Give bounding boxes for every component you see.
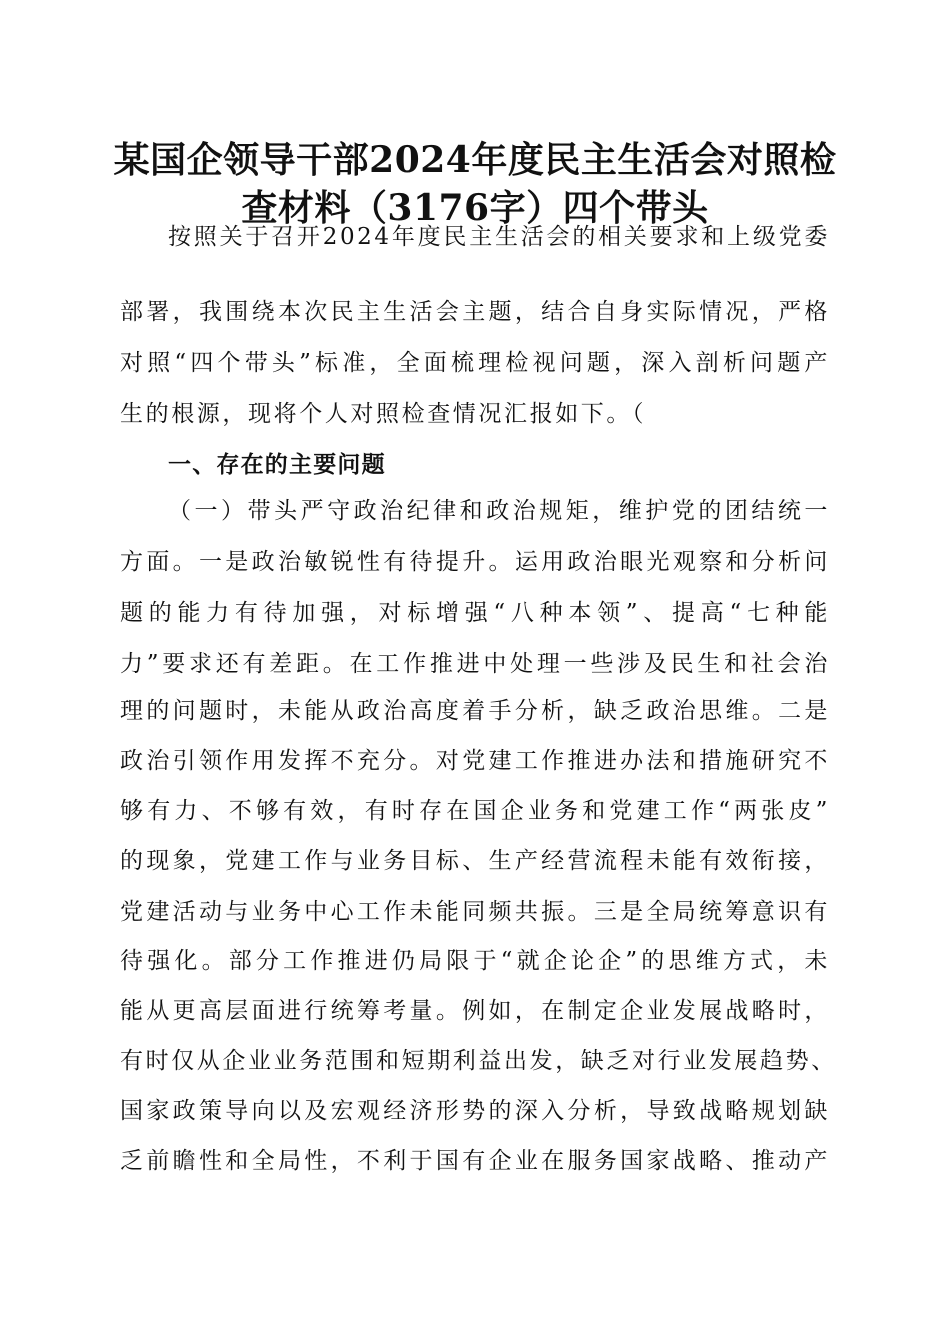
section-heading: 一、存在的主要问题 (168, 452, 386, 478)
intro-line-3: 对照“四个带头”标准，全面梳理检视问题，深入剖析问题产 (120, 350, 830, 376)
body-line-13: 国家政策导向以及宏观经济形势的深入分析，导致战略规划缺 (120, 1098, 830, 1124)
body-line-4: 力”要求还有差距。在工作推进中处理一些涉及民生和社会治 (120, 651, 830, 677)
body-line-3: 题的能力有待加强，对标增强“八种本领”、提高“七种能 (120, 600, 830, 626)
body-line-1: （一）带头严守政治纪律和政治规矩，维护党的团结统一 (168, 498, 830, 524)
intro-line-2: 部署，我围绕本次民主生活会主题，结合自身实际情况，严格 (120, 299, 830, 325)
body-line-10: 待强化。部分工作推进仍局限于“就企论企”的思维方式，未 (120, 948, 830, 974)
body-line-6: 政治引领作用发挥不充分。对党建工作推进办法和措施研究不 (120, 748, 830, 774)
body-line-8: 的现象，党建工作与业务目标、生产经营流程未能有效衔接， (120, 848, 830, 874)
intro-line-4: 生的根源，现将个人对照检查情况汇报如下。（ (120, 401, 647, 427)
body-line-14: 乏前瞻性和全局性，不利于国有企业在服务国家战略、推动产 (120, 1148, 830, 1174)
body-line-2: 方面。一是政治敏锐性有待提升。运用政治眼光观察和分析问 (120, 549, 830, 575)
body-line-7: 够有力、不够有效，有时存在国企业务和党建工作“两张皮” (120, 798, 830, 824)
document-title-line-1: 某国企领导干部2024年度民主生活会对照检 (113, 139, 837, 181)
intro-line-1: 按照关于召开2024年度民主生活会的相关要求和上级党委 (168, 224, 830, 250)
body-line-9: 党建活动与业务中心工作未能同频共振。三是全局统筹意识有 (120, 899, 830, 925)
document-title-line-2: 查材料（3176字）四个带头 (241, 187, 709, 229)
body-line-5: 理的问题时，未能从政治高度着手分析，缺乏政治思维。二是 (120, 698, 830, 724)
body-line-11: 能从更高层面进行统筹考量。例如，在制定企业发展战略时， (120, 998, 830, 1024)
body-line-12: 有时仅从企业业务范围和短期利益出发，缺乏对行业发展趋势、 (120, 1048, 836, 1074)
